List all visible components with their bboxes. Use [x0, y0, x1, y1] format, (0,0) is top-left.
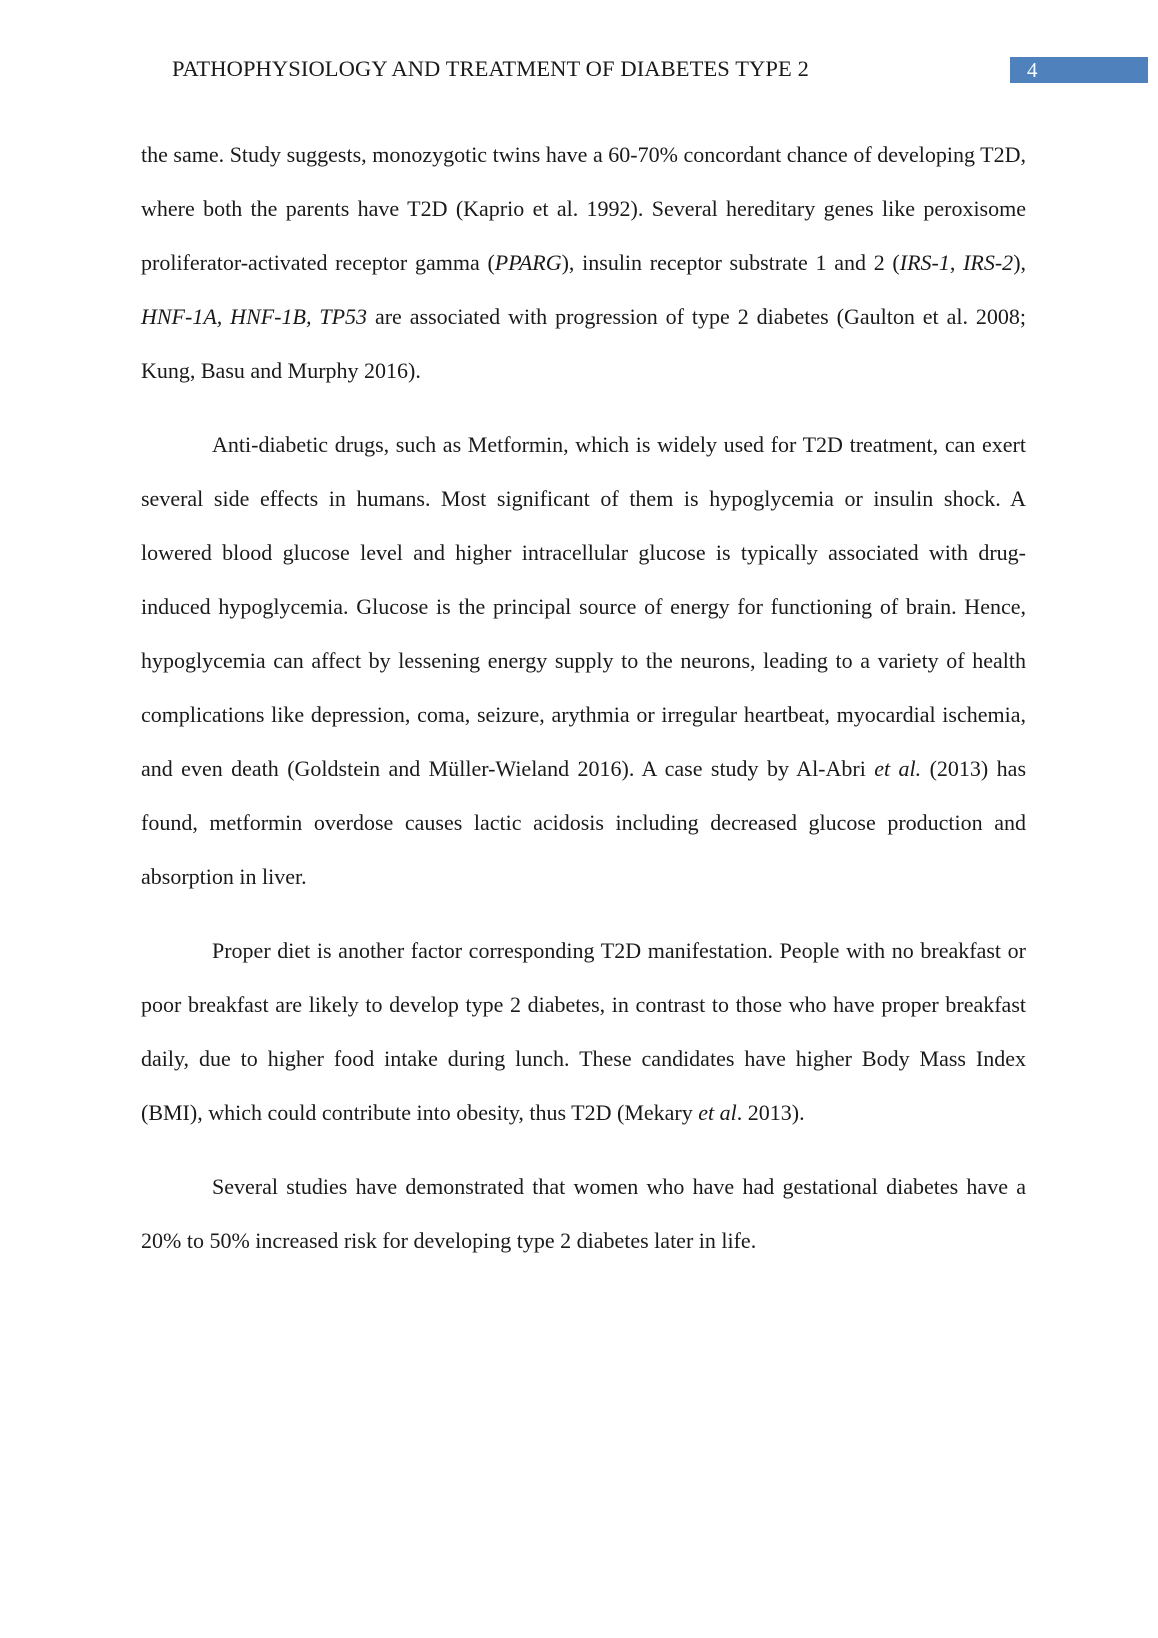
italic-et-al: et al	[698, 1100, 737, 1125]
page-number-box	[1010, 57, 1148, 83]
italic-gene-name: IRS-2	[963, 250, 1014, 275]
text-run: ),	[1013, 250, 1027, 275]
text-run: ), insulin receptor substrate 1 and 2 (	[561, 250, 900, 275]
italic-gene-name: HNF-1A, HNF-1B, TP53	[141, 304, 368, 329]
text-run: ,	[949, 250, 964, 275]
paragraph-drugs	[141, 418, 1026, 904]
text-run: Several studies have demonstrated that women who have had gestational diabetes have a 20% to 50% increased risk for developing type 2 diabetes later in life.	[141, 1174, 1026, 1253]
text-run: Proper diet is another factor corresponding T2D manifestation. People with no breakfast or poor breakfast are likely to develop type 2 diabetes, in contrast to those who have proper breakfast daily, due to higher food intake during lunch. These candidates have higher Body Mass Index (BMI), which could contribute into obesity, thus T2D (Mekary	[141, 938, 1026, 1125]
page-number: 4	[1027, 58, 1038, 82]
italic-gene-name: PPARG	[494, 250, 562, 275]
paragraph-genetics	[141, 128, 1026, 398]
text-run: (2013) has found, metformin overdose causes lactic acidosis including decreased glucose production and absorption in liver.	[141, 756, 1027, 889]
text-run: the same. Study suggests, monozygotic twins have a 60-70% concordant chance of developing T2D, where both the parents have T2D (Kaprio et al. 1992). Several hereditary genes like peroxisome proliferator-activated receptor gamma (	[141, 142, 1026, 275]
italic-et-al: et al.	[874, 756, 922, 781]
text-run: . 2013).	[736, 1100, 805, 1125]
running-header-title: PATHOPHYSIOLOGY AND TREATMENT OF DIABETES TYPE 2	[172, 56, 809, 81]
paragraph-gestational	[141, 1160, 1026, 1268]
italic-gene-name: IRS-1	[899, 250, 950, 275]
paragraph-diet	[141, 924, 1026, 1140]
text-run: are associated with progression of type 2 diabetes (Gaulton et al. 2008; Kung, Basu and Murphy 2016).	[141, 304, 1026, 383]
text-run: Anti-diabetic drugs, such as Metformin, which is widely used for T2D treatment, can exert several side effects in humans. Most significant of them is hypoglycemia or insulin shock. A lowered blood glucose level and higher intracellular glucose is typically associated with drug-induced hypoglycemia. Glucose is the principal source of energy for functioning of brain. Hence, hypoglycemia can affect by lessening energy supply to the neurons, leading to a variety of health complications like depression, coma, seizure, arythmia or irregular heartbeat, myocardial ischemia, and even death (Goldstein and Müller-Wieland 2016). A case study by Al-Abri	[141, 432, 1026, 781]
document-body	[141, 128, 1026, 1288]
